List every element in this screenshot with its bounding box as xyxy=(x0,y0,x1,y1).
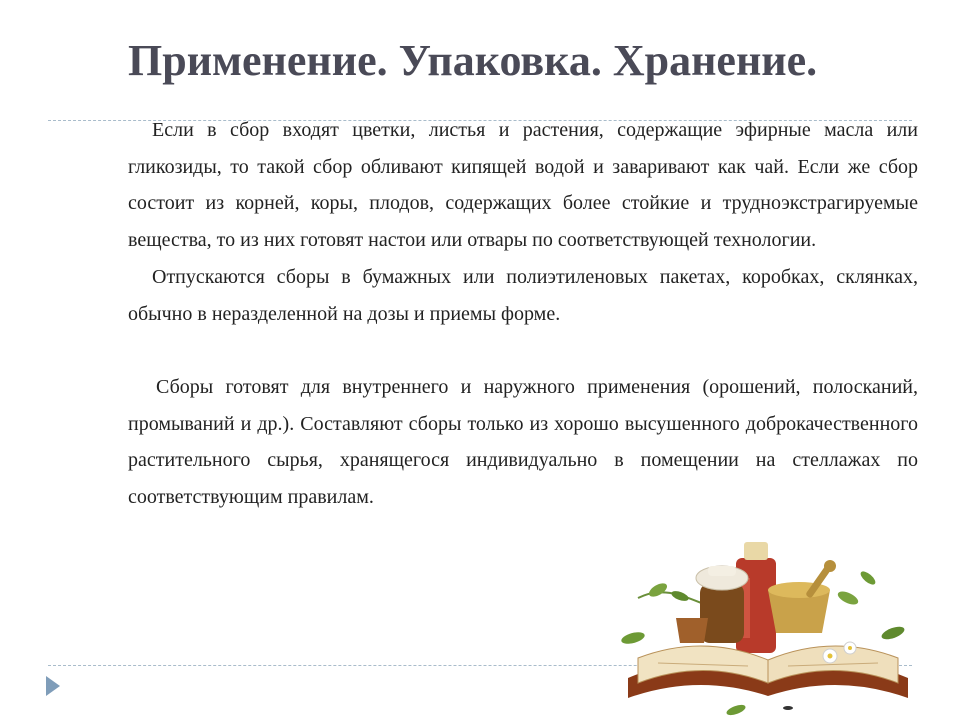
paragraph-1: Если в сбор входят цветки, листья и растения, содержащие эфирные масла или гликозиды, то такой сбор обливают кипящей водой и заваривают как чай. Если же сбор состоит из корней, коры, плодов, содержащих более стойкие и трудноэкстрагируемые вещества, то из них готовят настои или отвары по соответствующей технологии. xyxy=(128,119,918,252)
slide-body xyxy=(128,112,918,516)
triangle-bullet-icon xyxy=(46,676,60,696)
paragraph-3: Сборы готовят для внутреннего и наружного применения (орошений, полосканий, промываний и др.). Составляют сборы только из хорошо высушенного доброкачественного растительного сырья, хранящегося индивидуально в помещении на стеллажах по соответствующим правилам. xyxy=(128,375,918,509)
slide-title: Применение. Упаковка. Хранение. xyxy=(128,36,818,85)
herbal-medicine-illustration xyxy=(618,538,918,720)
paragraph-2: Отпускаются сборы в бумажных или полиэтиленовых пакетах, коробках, склянках, обычно в неразделенной на дозы и приемы форме. xyxy=(128,265,918,325)
